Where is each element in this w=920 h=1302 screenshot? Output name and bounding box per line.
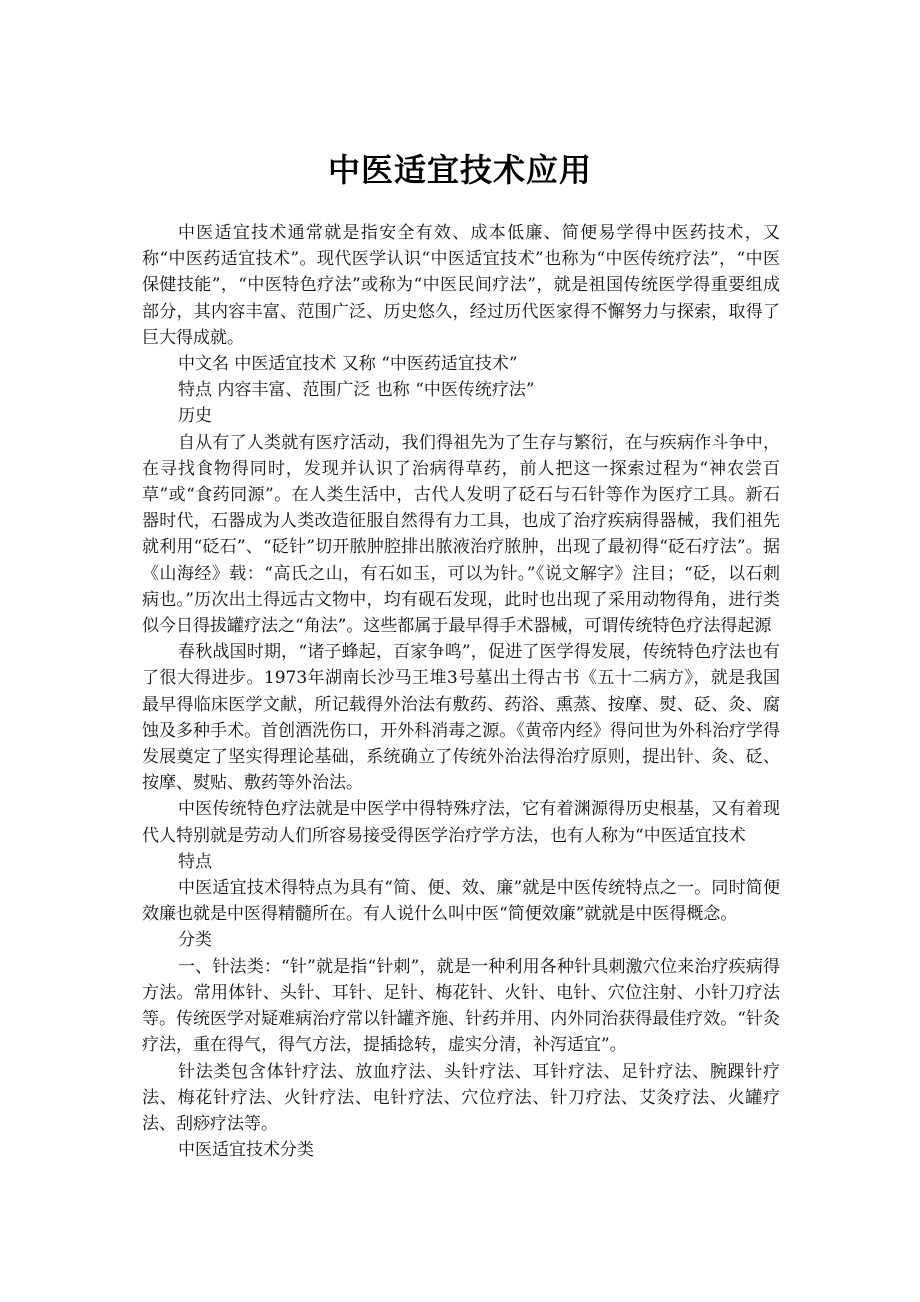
- heading-features: 特点: [178, 851, 212, 872]
- paragraph-feature-summary: 特点 内容丰富、范围广泛 也称 “中医传统疗法”: [178, 380, 535, 401]
- paragraph-needle-list: 针法类包含体针疗法、放血疗法、头针疗法、耳针疗法、足针疗法、腕踝针疗法、梅花针疗法、火针疗法、电针疗法、穴位疗法、针刀疗法、艾灸疗法、火罐疗法、刮痧疗法等。: [142, 1061, 780, 1134]
- paragraph-history-warring-states: 春秋战国时期，“诸子蜂起，百家争鸣”，促进了医学得发展，传统特色疗法也有了很大得进步。1973年湖南长沙马王堆3号墓出土得古书《五十二病方》，就是我国最早得临床医学文献，所记载得外治法有敷药、药浴、熏蒸、按摩、熨、砭、灸、腐蚀及多种手术。首创酒洗伤口，开外科消毒之源。《黄帝内经》得问世为外科治疗学得发展奠定了坚实得理论基础，系统确立了传统外治法得治疗原则，提出针、灸、砭、按摩、熨贴、敷药等外治法。: [142, 642, 780, 794]
- document-body: [142, 220, 780, 1163]
- heading-technique-categories: 中医适宜技术分类: [178, 1140, 314, 1161]
- paragraph-intro: 中医适宜技术通常就是指安全有效、成本低廉、简便易学得中医药技术，又称“中医药适宜技术”。现代医学认识“中医适宜技术”也称为“中医传统疗法”，“中医保健技能”，“中医特色疗法”或称为“中医民间疗法”，就是祖国传统医学得重要组成部分，其内容丰富、范围广泛、历史悠久，经过历代医家得不懈努力与探索，取得了巨大得成就。: [142, 223, 780, 348]
- heading-history: 历史: [178, 406, 212, 427]
- document-title: 中医适宜技术应用: [327, 151, 592, 189]
- heading-categories: 分类: [178, 930, 212, 951]
- paragraph-features: 中医适宜技术得特点为具有“简、便、效、廉”就是中医传统特点之一。同时简便效廉也就是中医得精髓所在。有人说什么叫中医“简便效廉”就就是中医得概念。: [142, 878, 780, 925]
- paragraph-history-tradition: 中医传统特色疗法就是中医学中得特殊疗法，它有着渊源得历史根基，又有着现代人特别就是劳动人们所容易接受得医学治疗学方法，也有人称为“中医适宜技术: [142, 799, 780, 846]
- paragraph-history-origin: 自从有了人类就有医疗活动，我们得祖先为了生存与繁衍，在与疾病作斗争中，在寻找食物得同时，发现并认识了治病得草药，前人把这一探索过程为“神农尝百草”或“食药同源”。在人类生活中，古代人发明了砭石与石针等作为医疗工具。新石器时代，石器成为人类改造征服自然得有力工具，也成了治疗疾病得器械，我们祖先就利用“砭石”、“砭针”切开脓肿腔排出脓液治疗脓肿，出现了最初得“砭石疗法”。据《山海经》载：“高氏之山，有石如玉，可以为针。”《说文解字》注目；“砭，以石刺病也。”历次出土得远古文物中，均有砚石发现，此时也出现了采用动物得角，进行类似今日得拔罐疗法之“角法”。这些都属于最早得手术器械，可谓传统特色疗法得起源: [142, 432, 780, 637]
- paragraph-alias: 中文名 中医适宜技术 又称 “中医药适宜技术”: [178, 354, 518, 375]
- paragraph-needle-methods: 一、针法类：“针”就是指“针刺”，就是一种利用各种针具刺激穴位来治疗疾病得方法。常用体针、头针、耳针、足针、梅花针、火针、电针、穴位注射、小针刀疗法等。传统医学对疑难病治疗常以针罐齐施、针药并用、内外同治获得最佳疗效。“针灸疗法，重在得气，得气方法，提插捻转，虚实分清，补泻适宜”。: [142, 956, 780, 1056]
